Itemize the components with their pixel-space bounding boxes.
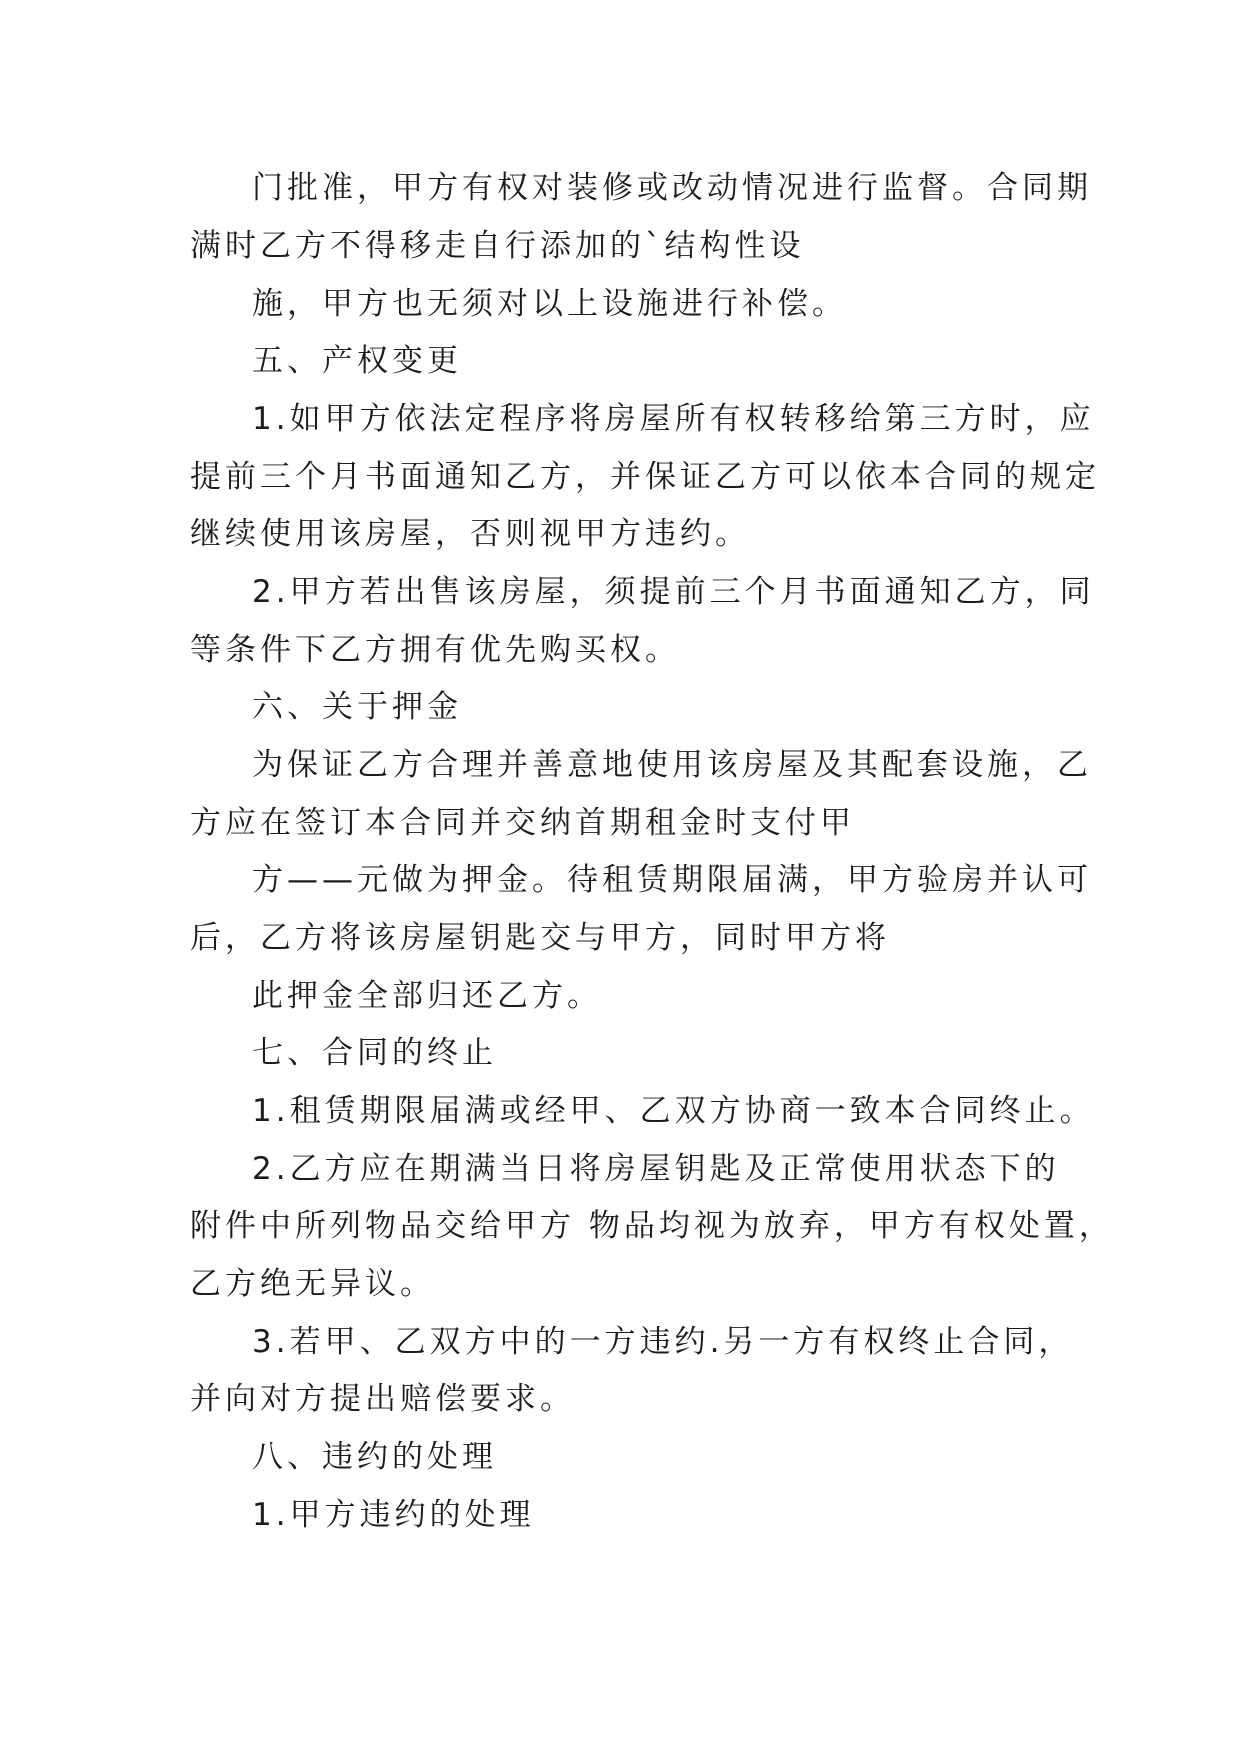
text-line: 为保证乙方合理并善意地使用该房屋及其配套设施，乙 [252, 747, 1092, 783]
text-line: 乙方绝无异议。 [190, 1266, 435, 1302]
text-line: 1.甲方违约的处理 [252, 1497, 535, 1533]
text-line: 门批准，甲方有权对装修或改动情况进行监督。合同期 [252, 170, 1092, 206]
section-heading: 六、关于押金 [252, 689, 462, 725]
text-line: 方——元做为押金。待租赁期限届满，甲方验房并认可 [252, 862, 1092, 898]
text-line: 提前三个月书面通知乙方，并保证乙方可以依本合同的规定 [190, 459, 1100, 495]
text-line: 满时乙方不得移走自行添加的`结构性设 [190, 228, 805, 264]
section-heading: 七、合同的终止 [252, 1035, 497, 1071]
section-heading: 八、违约的处理 [252, 1439, 497, 1475]
text-line: 2.甲方若出售该房屋，须提前三个月书面通知乙方，同 [252, 574, 1095, 610]
text-line: 3.若甲、乙双方中的一方违约.另一方有权终止合同， [252, 1324, 1074, 1360]
text-line: 施，甲方也无须对以上设施进行补偿。 [252, 286, 847, 322]
text-line: 后，乙方将该房屋钥匙交与甲方，同时甲方将 [190, 920, 890, 956]
section-heading: 五、产权变更 [252, 343, 462, 379]
text-line: 附件中所列物品交给甲方 物品均视为放弃，甲方有权处置， [190, 1208, 1114, 1244]
text-line: 1.租赁期限届满或经甲、乙双方协商一致本合同终止。 [252, 1093, 1095, 1129]
text-line: 继续使用该房屋，否则视甲方违约。 [190, 516, 750, 552]
text-line: 2.乙方应在期满当日将房屋钥匙及正常使用状态下的 [252, 1151, 1060, 1187]
text-line: 1.如甲方依法定程序将房屋所有权转移给第三方时，应 [252, 401, 1095, 437]
text-line: 等条件下乙方拥有优先购买权。 [190, 632, 680, 668]
text-line: 方应在签订本合同并交纳首期租金时支付甲 [190, 805, 855, 841]
text-line: 并向对方提出赔偿要求。 [190, 1381, 575, 1417]
text-line: 此押金全部归还乙方。 [252, 978, 602, 1014]
